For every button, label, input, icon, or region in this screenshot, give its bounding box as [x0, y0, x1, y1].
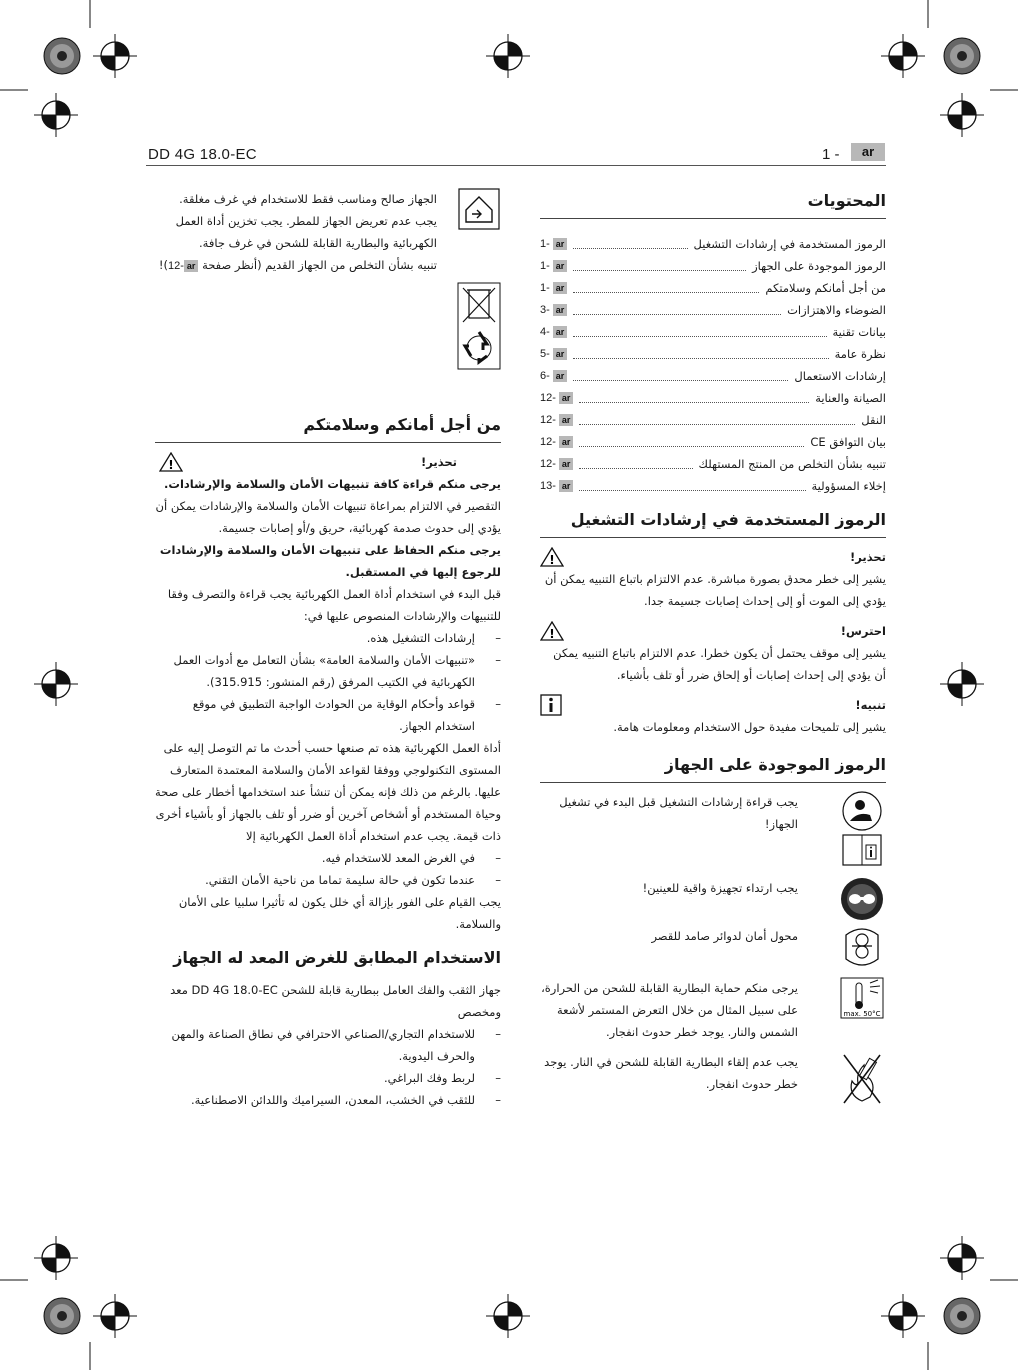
toc-leader [573, 270, 746, 271]
symbol-eye-protection [540, 877, 886, 921]
toc-list [540, 233, 886, 497]
toc-item[interactable] [540, 299, 886, 321]
svg-text:!: ! [549, 553, 555, 567]
symbol-read-manual [540, 791, 886, 867]
safety-list [155, 627, 501, 737]
toc-leader [573, 292, 759, 293]
eye-protection-icon [840, 877, 884, 921]
symbol-heat-protection [540, 977, 886, 1043]
toc-item-label: نظرة عامة [834, 347, 886, 361]
toc-leader [579, 468, 692, 469]
charger-indoor-block [155, 188, 501, 370]
svg-text:!: ! [549, 627, 555, 641]
toc-leader [579, 490, 805, 491]
toc-item[interactable] [540, 409, 886, 431]
toc-item[interactable] [540, 255, 886, 277]
toc-item-page: 1- ar [540, 277, 567, 299]
toc-item-label: بيانات تقنية [832, 325, 886, 339]
toc-item-label: الرموز الموجودة على الجهاز [752, 259, 886, 273]
safety-intro: التقصير في الالتزام بمراعاة تنبيهات الأمان والسلامة والإرشادات يمكن أن يؤدي إلى حدوث صدمة كهربائية، حريق و/أو إصابات جسيمة. [155, 499, 501, 535]
safety-warning-heading [155, 451, 501, 473]
list-item: – في الغرض المعد للاستخدام فيه. [155, 847, 501, 869]
toc-item-page: 4- ar [540, 321, 567, 343]
warning-note-text: يشير إلى خطر محدق بصورة مباشرة. عدم الالتزام باتباع التنبيه يمكن أن يؤدي إلى الموت أو إلى إحداث إصابات جسيمة جدا. [544, 572, 886, 608]
toc-item-page: 3- ar [540, 299, 567, 321]
symbol-eye-protection-text: يجب ارتداء تجهيزة واقية للعينين! [642, 881, 798, 895]
symbol-no-fire-text: يجب عدم إلقاء البطارية القابلة للشحن في النار. يوجد خطر حدوث انفجار. [544, 1055, 798, 1091]
toc-item[interactable] [540, 475, 886, 497]
caution-heading-text: احترس! [840, 624, 886, 638]
notice-heading-text: تنبيه! [855, 698, 886, 712]
toc-item-label: تنبيه بشأن التخلص من المنتج المستهلك [698, 457, 886, 471]
intended-use-list [155, 1023, 501, 1111]
left-column [155, 188, 501, 1111]
toc-leader [573, 358, 828, 359]
toc-item-page: 12- ar [540, 431, 573, 453]
safety-keep-bold: يرجى منكم الحفاظ على تنبيهات الأمان والسلامة والإرشادات للرجوع إليها في المستقبل. [159, 543, 501, 579]
toc-item[interactable] [540, 365, 886, 387]
caution-triangle-icon [540, 621, 564, 641]
warning-note-heading [540, 546, 886, 568]
toc-item-label: من أجل أمانكم وسلامتكم [765, 281, 886, 295]
toc-item[interactable] [540, 387, 886, 409]
toc-item-page: 12- ar [540, 409, 573, 431]
warning-triangle-icon [540, 547, 564, 567]
symbols-manual-title: الرموز المستخدمة في إرشادات التشغيل [540, 507, 886, 538]
safety-list2 [155, 847, 501, 891]
symbol-safety-transformer-text: محول أمان لدوائر صامد للقصر [651, 929, 798, 943]
toc-item-label: الصيانة والعناية [815, 391, 886, 405]
toc-item-page: 1- ar [540, 255, 567, 277]
toc-item-label: بيان التوافق CE [810, 435, 886, 449]
disposal-note-text: تنبيه بشأن التخلص من الجهاز القديم (أنظر صفحة ar12-)! [158, 258, 437, 272]
safety-intro-bold: يرجى منكم قراءة كافة تنبيهات الأمان والسلامة والإرشادات. [164, 477, 501, 491]
symbols-device-title: الرموز الموجودة على الجهاز [540, 752, 886, 783]
safety-title: من أجل أمانكم وسلامتكم [155, 412, 501, 443]
toc-leader [573, 314, 781, 315]
symbol-read-manual-text: يجب قراءة إرشادات التشغيل قبل البدء في تشغيل الجهاز! [559, 795, 798, 831]
list-item: – «تنبيهات الأمان والسلامة العامة» بشأن التعامل مع أدوات العمل الكهربائية في الكتيب المرفق (رقم المنشور: 315.915). [155, 649, 501, 693]
heat-sun-icon [840, 977, 884, 1019]
toc-item-page: 5- ar [540, 343, 567, 365]
toc-item-label: النقل [861, 413, 886, 427]
toc-item[interactable] [540, 321, 886, 343]
toc-item-page: 13- ar [540, 475, 573, 497]
toc-item[interactable] [540, 453, 886, 475]
toc-item-page: 6- ar [540, 365, 567, 387]
page-number: 1 - [822, 146, 840, 163]
read-manual-icon [840, 791, 884, 867]
list-item: – للاستخدام التجاري/الصناعي الاحترافي في نطاق الصناعة والمهن والحرف اليدوية. [155, 1023, 501, 1067]
info-icon [540, 694, 562, 716]
notice-note-text: يشير إلى تلميحات مفيدة حول الاستخدام ومعلومات هامة. [613, 720, 886, 734]
document-model: DD 4G 18.0-EC [148, 146, 257, 163]
toc-item[interactable] [540, 431, 886, 453]
notice-note-heading [540, 694, 886, 716]
toc-item[interactable] [540, 233, 886, 255]
toc-leader [573, 336, 826, 337]
toc-item-label: إخلاء المسؤولية [811, 479, 886, 493]
safety-before-use: قبل البدء في استخدام أداة العمل الكهربائية يجب قراءة والتصرف وفقا للتنبيهات والإرشادات المنصوص عليها في: [167, 587, 501, 623]
intended-use-intro: جهاز الثقب والفك العامل ببطارية قابلة للشحن DD 4G 18.0-EC معد ومخصص [170, 983, 501, 1019]
toc-leader [573, 380, 788, 381]
toc-item-page: 12- ar [540, 387, 573, 409]
intended-use-title: الاستخدام المطابق للغرض المعد له الجهاز [173, 948, 501, 967]
safety-transformer-icon [840, 925, 884, 971]
list-item: – إرشادات التشغيل هذه. [155, 627, 501, 649]
safety-para2: أداة العمل الكهربائية هذه تم صنعها حسب أحدث ما تم التوصل إليه على المستوى التكنولوجي ووفقا لقواعد الأمان والسلامة المعتمدة المتعارف عليها. بالرغم من ذلك فإنه يمكن أن تنشأ عند استخدامها أخطار على صحة وحياة المستخدم أو أشخاص آخرين أو ضرر أو تلف بالجهاز أو بأشياء أخرى ذات قيمة. يجب عدم استخدام أداة العمل الكهربائية إلا [154, 741, 501, 843]
header-divider [146, 165, 886, 166]
safety-para3: يجب القيام على الفور بإزالة أي خلل يكون له تأثيرا سلبيا على الأمان والسلامة. [178, 895, 501, 931]
disposal-recycle-icon [457, 282, 501, 370]
list-item: – للثقب في الخشب، المعدن، السيراميك واللدائن الاصطناعية. [155, 1089, 501, 1111]
disposal-page-ref: 12- [168, 260, 184, 272]
svg-text:!: ! [168, 458, 174, 472]
language-badge: ar [851, 143, 885, 161]
indoor-use-icon [458, 188, 500, 230]
toc-leader [579, 402, 809, 403]
toc-item-label: إرشادات الاستعمال [794, 369, 886, 383]
max-temp-label: max. 50°C [843, 1010, 881, 1018]
toc-item[interactable] [540, 277, 886, 299]
toc-leader [579, 446, 804, 447]
disposal-lang-badge: ar [184, 260, 199, 272]
no-fire-battery-icon [840, 1051, 884, 1107]
toc-leader [579, 424, 855, 425]
toc-item-label: الرموز المستخدمة في إرشادات التشغيل [693, 237, 886, 251]
warning-heading-text: تحذير! [850, 550, 886, 564]
indoor-use-text: الجهاز صالح ومناسب فقط للاستخدام في غرف مغلقة. يجب عدم تعريض الجهاز للمطر. يجب تخزين أداة العمل الكهربائية والبطارية القابلة للشحن في غرف جافة. [175, 192, 437, 250]
toc-leader [573, 248, 687, 249]
safety-warning-heading-text: تحذير! [421, 455, 457, 469]
right-column [540, 188, 886, 1107]
list-item: – عندما تكون في حالة سليمة تماما من ناحية الأمان التقني. [155, 869, 501, 891]
toc-item-label: الضوضاء والاهتزازات [787, 303, 886, 317]
safety-warning-icon [159, 452, 183, 472]
symbol-no-fire [540, 1051, 886, 1107]
symbol-heat-protection-text: يرجى منكم حماية البطارية القابلة للشحن من الحرارة، على سبيل المثال من خلال التعرض المستمر لأشعة الشمس والنار. يوجد خطر حدوث انفجار. [541, 981, 798, 1039]
symbol-safety-transformer [540, 925, 886, 971]
toc-title: المحتويات [540, 188, 886, 219]
list-item: – لربط وفك البراغي. [155, 1067, 501, 1089]
caution-note-text: يشير إلى موقف يحتمل أن يكون خطرا. عدم الالتزام باتباع التنبيه يمكن أن يؤدي إلى إحداث إصابات أو إلحاق ضرر أو تلف بأشياء. [553, 646, 886, 682]
toc-item-page: 12- ar [540, 453, 573, 475]
toc-item-page: 1- ar [540, 233, 567, 255]
list-item: – قواعد وأحكام الوقاية من الحوادث الواجبة التطبيق في موقع استخدام الجهاز. [155, 693, 501, 737]
caution-note-heading [540, 620, 886, 642]
toc-item[interactable] [540, 343, 886, 365]
